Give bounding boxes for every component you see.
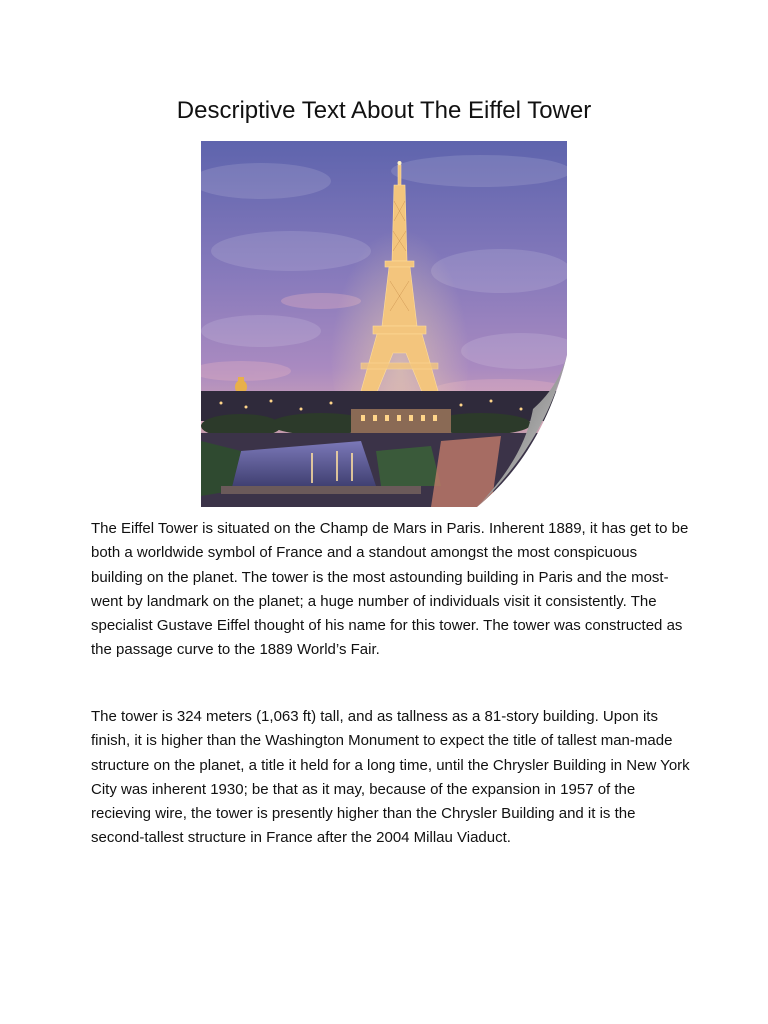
page-title: Descriptive Text About The Eiffel Tower (176, 97, 592, 124)
eiffel-tower-photo (201, 141, 567, 507)
paragraph-2: The tower is 324 meters (1,063 ft) tall, and as tallness as a 81-story building. Upon its finish, it is higher than the Washington Monument to expect the title of tallest man-made structure on the planet, a title it held for a long time, until the Chrysler Building in New York City was inherent 1930; be that as it may, because of the expansion in 1957 of the recieving wire, the tower is presently higher than the Chrysler Building and it is the second-tallest structure in France after the 2004 Millau Viaduct. (91, 708, 690, 847)
paragraph-1: The Eiffel Tower is situated on the Champ de Mars in Paris. Inherent 1889, it has get to be both a worldwide symbol of France and a standout amongst the most conspicuous building on the planet. The tower is the most astounding building in Paris and the most-went by landmark on the planet; a huge number of individuals visit it consistently. The specialist Gustave Eiffel thought of his name for this tower. The tower was constructed as the passage curve to the 1889 World’s Fair. (91, 520, 689, 659)
eiffel-tower-illustration (201, 141, 567, 507)
